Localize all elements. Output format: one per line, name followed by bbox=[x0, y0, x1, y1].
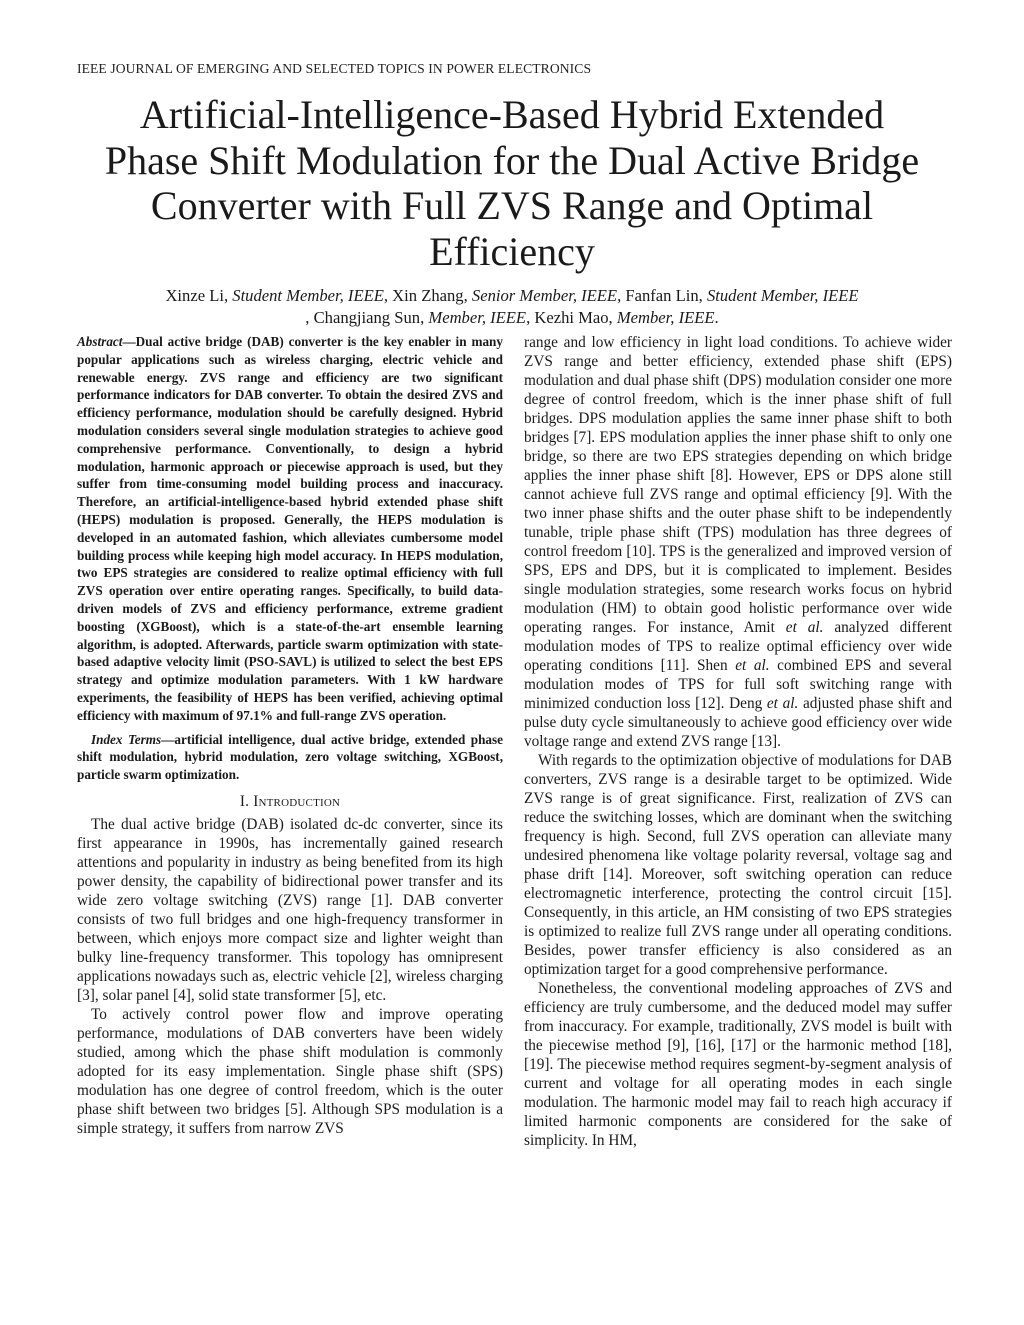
text-run: combined EPS and several modulation modes of TPS for full soft switching range with minimized conduction loss [12]. Deng bbox=[524, 657, 952, 712]
body-paragraph: To actively control power flow and improve operating performance, modulations of DAB converters have been widely studied, among which the phase shift modulation is commonly adopted for its easy implementation. Single phase shift (SPS) modulation has one degree of control freedom, which is the outer phase shift between two bridges [5]. Although SPS modulation is a simple strategy, it suffers from narrow ZVS bbox=[77, 1005, 503, 1137]
author-membership: Member, IEEE bbox=[428, 308, 527, 327]
abstract-label: Abstract bbox=[77, 334, 123, 349]
body-paragraph: The dual active bridge (DAB) isolated dc-dc converter, since its first appearance in 1990s, has incrementally gained research attentions and popularity in industry as being benefited from its high power density, the capability of bidirectional power transfer and its wide zero voltage switching (ZVS) range [1]. DAB converter consists of two full bridges and one high-frequency transformer in between, which enjoys more compact size and lighter weight than bulky line-frequency transformer. This topology has omnipresent applications nowadays such as, electric vehicle [2], wireless charging [3], solar panel [4], solid state transformer [5], etc. bbox=[77, 815, 503, 1004]
body-paragraph bbox=[524, 333, 952, 751]
author-membership: Senior Member, IEEE bbox=[471, 286, 618, 305]
right-column bbox=[524, 333, 952, 1150]
author-list bbox=[60, 285, 964, 329]
text-run: analyzed different modulation modes of TPS to realize optimal efficiency over wide operating conditions [11]. Shen bbox=[524, 619, 952, 674]
body-paragraph: Nonetheless, the conventional modeling approaches of ZVS and efficiency are truly cumbersome, and the deduced model may suffer from inaccuracy. For example, traditionally, ZVS model is built with the piecewise method [9], [16], [17] or the harmonic method [18], [19]. The piecewise method requires segment-by-segment analysis of current and voltage for all operating modes in each single modulation. The harmonic model may fail to reach high accuracy if limited harmonic components are considered for the sake of simplicity. In HM, bbox=[524, 980, 952, 1149]
text-run-italic: et al. bbox=[785, 619, 824, 636]
section-name: Introduction bbox=[253, 792, 341, 810]
text-run-italic: et al. bbox=[766, 695, 799, 712]
body-paragraph: With regards to the optimization objective of modulations for DAB converters, ZVS range is a desirable target to be optimized. Wide ZVS range is of great significance. First, realization of ZVS can reduce the switching losses, which are dominant when the switching frequency is high. Second, full ZVS operation can alleviate many undesired phenomena like voltage polarity reversal, voltage sag and phase drift [14]. Moreover, soft switching operation can reduce electromagnetic interference, protecting the control circuit [15]. Consequently, in this article, an HM consisting of two EPS strategies is optimized to realize full ZVS range under all operating conditions. Besides, power transfer efficiency is also considered as an optimization target for a good comprehensive performance. bbox=[524, 752, 952, 978]
index-terms bbox=[77, 731, 503, 784]
text-run: adjusted phase shift and pulse duty cycle simultaneously to achieve good efficiency over wide voltage range and extend ZVS range [13]. bbox=[524, 695, 952, 750]
section-number: I. bbox=[239, 792, 254, 810]
author-membership: Student Member, IEEE bbox=[232, 286, 384, 305]
author-list-end: . bbox=[714, 308, 719, 327]
index-terms-label: Index Terms bbox=[91, 731, 162, 747]
journal-header: IEEE JOURNAL OF EMERGING AND SELECTED TOPICS IN POWER ELECTRONICS bbox=[77, 61, 592, 76]
section-heading-introduction bbox=[77, 792, 503, 811]
text-run-italic: et al. bbox=[735, 657, 770, 674]
text-run: range and low efficiency in light load conditions. To achieve wider ZVS range and better efficiency, extended phase shift (EPS) modulation and dual phase shift (DPS) modulation consider one more degree of control freedom, which is the inner phase shift of full bridges. DPS modulation applies the same inner phase shift to both bridges [7]. EPS modulation applies the inner phase shift to only one bridge, so there are two EPS strategies depending on which bridge applies the inner phase shift [8]. However, EPS or DPS alone still cannot achieve full ZVS range and optimal efficiency [9]. With the two inner phase shifts and the outer phase shift to be independently tunable, triple phase shift (TPS) modulation has three degrees of control freedom [10]. TPS is the generalized and improved version of SPS, EPS and DPS, but it is complicated to implement. Besides single modulation strategies, some research works focus on hybrid modulation (HM) to obtain good holistic performance over wide operating ranges. For instance, Amit bbox=[524, 334, 952, 636]
author-name: , Xin Zhang, bbox=[383, 286, 472, 305]
paper-title: Artificial-Intelligence-Based Hybrid Extended Phase Shift Modulation for the Dual Active Bridge Converter with Full ZVS Range and Optimal Efficiency bbox=[104, 92, 920, 274]
abstract bbox=[77, 333, 503, 725]
left-column bbox=[77, 333, 503, 1138]
author-name: Xinze Li, bbox=[165, 286, 233, 305]
author-name: , Fanfan Lin, bbox=[617, 286, 707, 305]
abstract-text: —Dual active bridge (DAB) converter is the key enabler in many popular applications such as wireless charging, electric vehicle and renewable energy. ZVS range and efficiency are two significant performance indicators for DAB converter. To obtain the desired ZVS and efficiency performance, modulation should be carefully designed. Hybrid modulation considers several single modulation strategies to achieve good comprehensive performance. Conventionally, to design a hybrid modulation, harmonic approach or piecewise approach is used, but they suffer from time-consuming model building process and inaccuracy. Therefore, an artificial-intelligence-based hybrid extended phase shift (HEPS) modulation is proposed. Generally, the HEPS modulation is developed in an automated fashion, which alleviates cumbersome model building process while keeping high model accuracy. In HEPS modulation, two EPS strategies are considered to realize optimal efficiency with full ZVS operation over entire operating ranges. Specifically, to build data-driven models of ZVS and efficiency performance, extreme gradient boosting (XGBoost), which is a state-of-the-art ensemble learning algorithm, is adopted. Afterwards, particle swarm optimization with state-based adaptive velocity limit (PSO-SAVL) is utilized to select the best EPS strategy and optimize modulation parameters. With 1 kW hardware experiments, the feasibility of HEPS has been verified, achieving optimal efficiency with maximum of 97.1% and full-range ZVS operation. bbox=[77, 334, 503, 723]
author-name: , Changjiang Sun, bbox=[305, 308, 429, 327]
author-name: , Kezhi Mao, bbox=[526, 308, 617, 327]
author-membership: Student Member, IEEE bbox=[706, 286, 859, 305]
author-membership: Member, IEEE bbox=[616, 308, 715, 327]
index-terms-text: —artificial intelligence, dual active bridge, extended phase shift modulation, hybrid modulation, zero voltage switching, XGBoost, particle swarm optimization. bbox=[77, 731, 504, 783]
